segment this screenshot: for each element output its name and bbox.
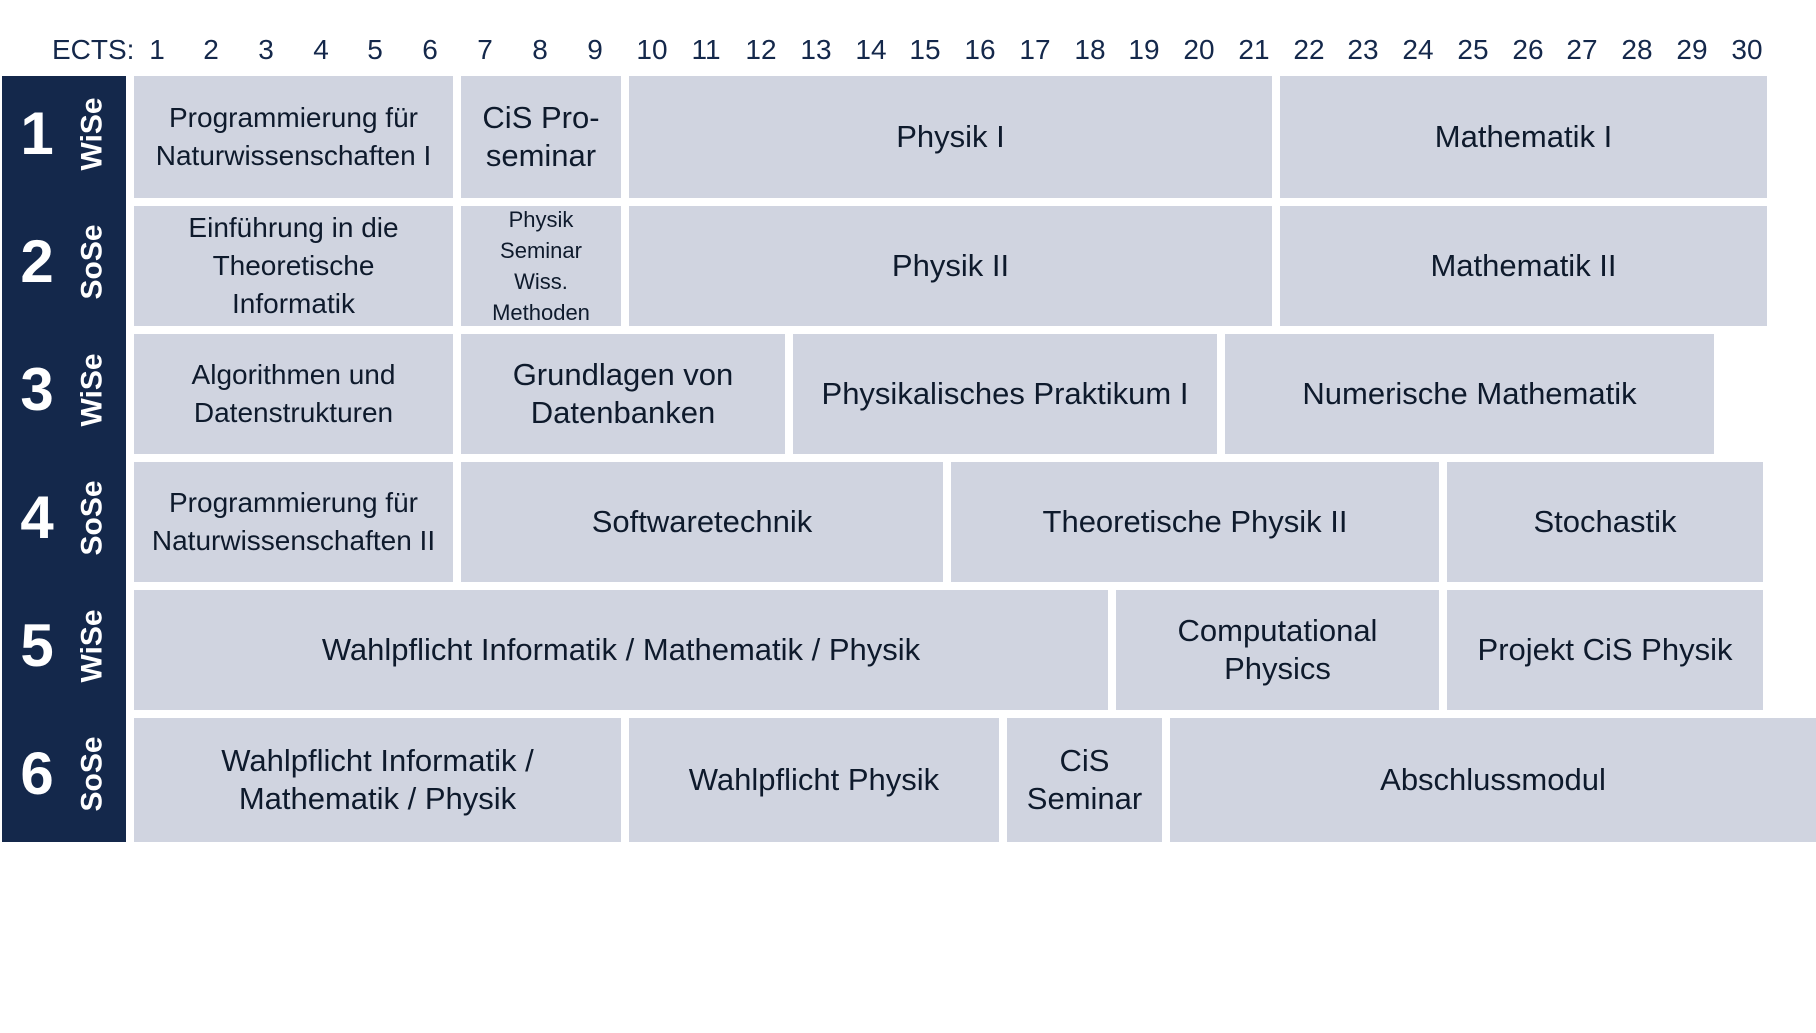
module-block: Mathematik II	[1280, 206, 1767, 326]
semester-term	[68, 204, 118, 320]
ects-number: 26	[1512, 34, 1544, 65]
module-block: Wahlpflicht Physik	[629, 718, 999, 842]
ects-number: 4	[313, 34, 329, 65]
module-block: Softwaretechnik	[461, 462, 943, 582]
semester-number: 1	[20, 100, 54, 167]
semester-term-label: SoSe	[76, 224, 109, 300]
module-block: Programmierung für Naturwissenschaften I	[134, 76, 453, 198]
module-block: Numerische Mathematik	[1225, 334, 1714, 454]
ects-number: 27	[1566, 34, 1598, 65]
ects-number: 21	[1238, 34, 1270, 65]
module-block: Projekt CiS Physik	[1447, 590, 1763, 710]
semester-term	[68, 332, 118, 448]
semester-number: 3	[20, 356, 54, 423]
module-block: Stochastik	[1447, 462, 1763, 582]
ects-number: 28	[1621, 34, 1653, 65]
module-block: Physik II	[629, 206, 1272, 326]
ects-number: 12	[745, 34, 777, 65]
ects-number: 13	[800, 34, 832, 65]
ects-number: 30	[1731, 34, 1763, 65]
module-block: Algorithmen und Datenstrukturen	[134, 334, 453, 454]
ects-number: 11	[691, 34, 721, 65]
ects-number: 19	[1128, 34, 1160, 65]
module-block: Physikalisches Praktikum I	[793, 334, 1217, 454]
ects-number: 9	[587, 34, 603, 65]
ects-number: 2	[203, 34, 219, 65]
semester-term	[68, 460, 118, 576]
semester-term	[68, 588, 118, 704]
ects-number: 3	[258, 34, 274, 65]
semester-term-label: WiSe	[76, 353, 109, 427]
module-block: Abschlussmodul	[1170, 718, 1816, 842]
ects-number: 22	[1293, 34, 1325, 65]
ects-number: 10	[636, 34, 668, 65]
ects-number: 25	[1457, 34, 1489, 65]
ects-number: 1	[149, 34, 165, 65]
semester-term-label: WiSe	[76, 97, 109, 171]
module-block: Mathematik I	[1280, 76, 1767, 198]
module-block: Grundlagen von Datenbanken	[461, 334, 785, 454]
module-block: Einführung in die Theoretische Informatik	[134, 206, 453, 326]
semester-number: 5	[20, 612, 54, 679]
ects-number: 7	[477, 34, 493, 65]
ects-number: 23	[1347, 34, 1379, 65]
module-block: Wahlpflicht Informatik / Mathematik / Physik	[134, 590, 1108, 710]
semester-number: 4	[20, 484, 54, 551]
module-block: Wahlpflicht Informatik / Mathematik / Physik	[134, 718, 621, 842]
module-block: CiS Seminar	[1007, 718, 1162, 842]
module-block: Physik I	[629, 76, 1272, 198]
semester-term-label: SoSe	[76, 736, 109, 812]
ects-number: 29	[1676, 34, 1708, 65]
module-block: Physik Seminar Wiss. Methoden	[461, 206, 621, 326]
semester-term-label: WiSe	[76, 609, 109, 683]
ects-number: 24	[1402, 34, 1434, 65]
module-block: CiS Pro- seminar	[461, 76, 621, 198]
ects-number: 14	[855, 34, 887, 65]
semester-term	[68, 76, 118, 192]
ects-number: 17	[1019, 34, 1051, 65]
semester-column	[2, 76, 126, 842]
ects-number: 15	[909, 34, 941, 65]
semester-number: 2	[20, 228, 54, 295]
module-block: Theoretische Physik II	[951, 462, 1439, 582]
module-block: Computational Physics	[1116, 590, 1439, 710]
ects-number: 18	[1074, 34, 1106, 65]
ects-number: 16	[964, 34, 996, 65]
semester-term-label: SoSe	[76, 480, 109, 556]
ects-number: 8	[532, 34, 548, 65]
ects-number: 20	[1183, 34, 1215, 65]
semester-term	[68, 716, 118, 832]
ects-number: 5	[367, 34, 383, 65]
ects-label: ECTS:	[52, 34, 135, 65]
ects-number: 6	[422, 34, 438, 65]
semester-number: 6	[20, 740, 54, 807]
module-block: Programmierung für Naturwissenschaften II	[134, 462, 453, 582]
